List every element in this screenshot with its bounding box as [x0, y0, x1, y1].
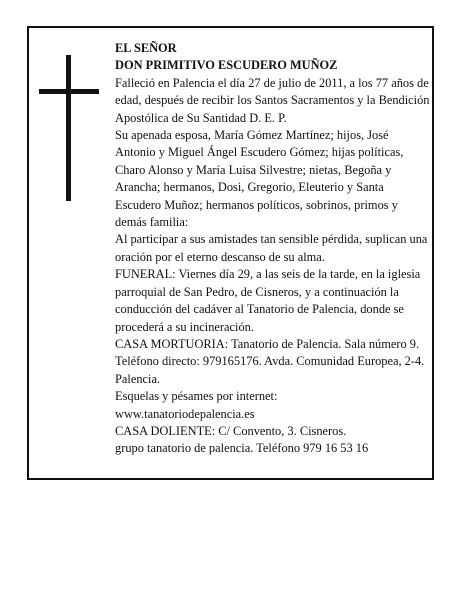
footer-contact: grupo tanatorio de palencia. Teléfono 979 16 53 16 [115, 441, 369, 456]
title-line-1: EL SEÑOR [115, 41, 177, 55]
condolences-label: Esquelas y pésames por internet: [115, 389, 278, 404]
grieving-home-details: CASA DOLIENTE: C/ Convento, 3. Cisneros. [115, 423, 347, 438]
funeral-details: FUNERAL: Viernes día 29, a las seis de la tarde, en la iglesia parroquial de San Pedro, de Cisneros, y a continuación la conducción del cadáver al Tanatorio de Palencia, donde se procederá a su incineración. [115, 267, 421, 334]
cross-horizontal-bar [39, 89, 99, 94]
obituary-notice [27, 26, 434, 480]
cross-icon [39, 55, 99, 201]
family-list: Su apenada esposa, María Gómez Martínez; hijos, José Antonio y Miguel Ángel Escudero Gómez; hijas políticas, Charo Alonso y María Luisa Silvestre; nietas, Begoña y Arancha; hermanos, Dosi, Gregorio, Eleuterio y Santa Escudero Muñoz; hermanos políticos, sobrinos, primos y demás familia: [115, 128, 404, 230]
deceased-name: DON PRIMITIVO ESCUDERO MUÑOZ [115, 58, 338, 73]
prayer-request: Al participar a sus amistades tan sensible pérdida, suplican una oración por el eterno descanso de su alma. [115, 232, 428, 264]
cross-vertical-bar [66, 55, 71, 201]
notice-text [115, 40, 431, 458]
mortuary-details: CASA MORTUORIA: Tanatorio de Palencia. Sala número 9. Teléfono directo: 979165176. Avda. Comunidad Europea, 2-4. Palencia. [115, 336, 425, 386]
website-text: www.tanatoriodepalencia.es [115, 406, 255, 421]
death-details: Falleció en Palencia el día 27 de julio de 2011, a los 77 años de edad, después de recibir los Santos Sacramentos y la Bendición Apostólica de Su Santidad D. E. P. [115, 75, 430, 125]
